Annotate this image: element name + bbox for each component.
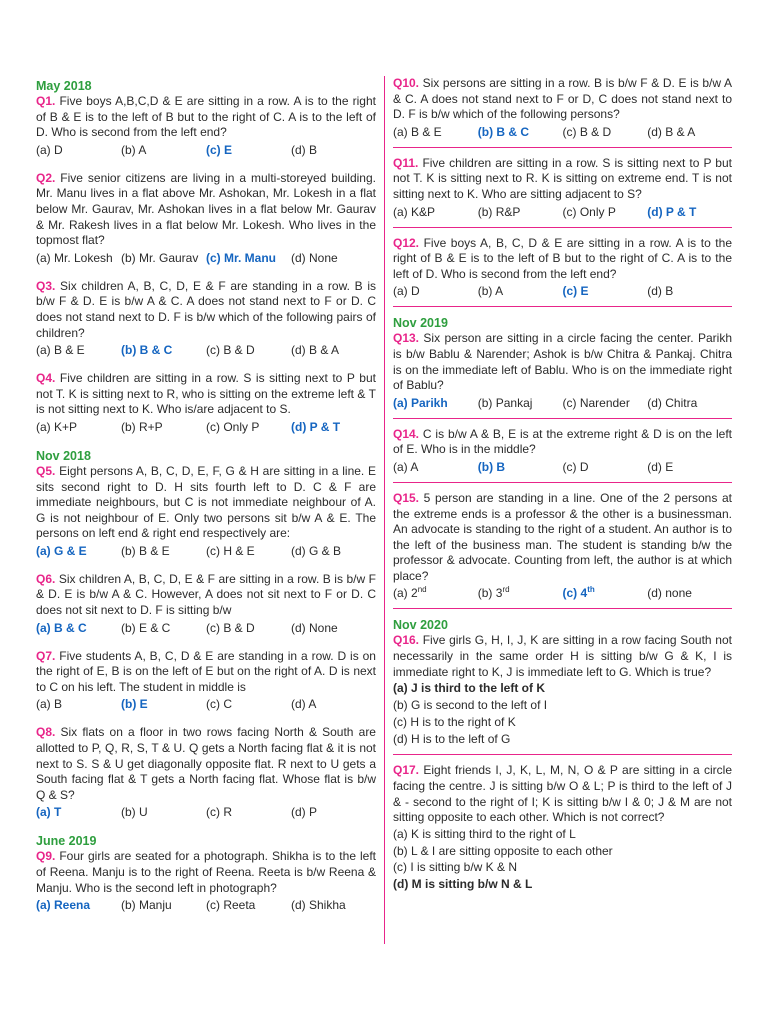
question-block — [36, 572, 376, 636]
option-label: (b) Pankaj — [477, 395, 533, 410]
option-label: (b) E — [121, 697, 148, 712]
option-label: (b) Manju — [121, 898, 172, 913]
option-label: (a) D — [36, 142, 63, 157]
question-block — [36, 649, 376, 713]
option-label: (b) G is second to the left of I — [393, 698, 548, 713]
option — [393, 585, 478, 601]
option-label: (d) G & B — [291, 543, 342, 558]
option — [291, 804, 376, 820]
options-list — [393, 459, 732, 475]
question-block — [36, 725, 376, 820]
option-label: (a) K&P — [393, 204, 436, 219]
question-body: Five children are sitting in a row. S is sitting next to P but not T. K is sitting next to R. K is sitting on extreme end. T is not sitting next to K. Who are sitting adjacent to S? — [393, 155, 732, 201]
option-label: (d) Shikha — [291, 898, 346, 913]
section-divider — [393, 147, 732, 148]
question-block — [36, 464, 376, 559]
option-label: (d) Chitra — [647, 395, 698, 410]
question-body: Four girls are seated for a photograph. Shikha is to the left of Reena. Manju is to the right of Reena. Reeta is b/w Reena & Manju. Who is the second left in photograph? — [36, 849, 376, 895]
option-label: (c) E — [206, 142, 233, 157]
question-body: Five senior citizens are living in a multi-storeyed building. Mr. Manu lives in a flat above Mr. Ashokan, Mr. Lokesh in a flat below Mr. Gaurav, Mr. Ashokan lives in a flat below Mr. Gaurav & Mr. Rakesh lives in a flat below Mr. Lokesh. Who lives in the topmost flat? — [36, 170, 376, 248]
question-block — [393, 76, 732, 140]
option-label: (b) A — [477, 284, 504, 299]
option — [291, 620, 376, 636]
option — [206, 342, 291, 358]
options-list — [393, 680, 732, 747]
option — [647, 124, 732, 140]
option-label: (a) B & C — [36, 620, 87, 635]
question-number: Q13. — [393, 331, 420, 346]
option-label: (a) D — [393, 284, 420, 299]
question-number: Q4. — [36, 371, 56, 386]
question-text — [393, 236, 732, 283]
options-list — [393, 395, 732, 411]
option-label: (a) B — [36, 697, 63, 712]
option — [393, 859, 732, 876]
options-list — [36, 419, 376, 435]
section-divider — [393, 754, 732, 755]
question-number: Q12. — [393, 235, 420, 250]
option-label: (b) B & E — [121, 543, 170, 558]
options-list — [393, 585, 732, 601]
option-label: (b) E & C — [121, 620, 171, 635]
section-divider — [393, 306, 732, 307]
options-list — [36, 696, 376, 712]
question-block — [393, 491, 732, 602]
option — [121, 142, 206, 158]
session-heading: May 2018 — [36, 79, 92, 93]
option-label: (c) Mr. Manu — [206, 250, 277, 265]
question-number: Q6. — [36, 571, 56, 586]
question-text — [393, 763, 732, 825]
correct-option — [563, 585, 648, 601]
option-superscript: nd — [417, 585, 427, 595]
correct-option — [393, 680, 732, 697]
option — [291, 342, 376, 358]
option-label: (b) R+P — [121, 419, 163, 434]
option-superscript: rd — [502, 585, 510, 595]
question-number: Q15. — [393, 490, 420, 505]
option-label: (d) M is sitting b/w N & L — [393, 877, 533, 892]
options-list — [36, 543, 376, 559]
left-column — [36, 76, 376, 926]
option-label: (c) D — [562, 459, 589, 474]
question-block — [36, 171, 376, 266]
question-block — [36, 371, 376, 435]
option — [206, 620, 291, 636]
options-list — [393, 283, 732, 299]
correct-option — [36, 897, 121, 913]
option-label: (b) U — [121, 805, 148, 820]
column-divider — [384, 76, 385, 944]
question-block — [36, 849, 376, 913]
correct-option — [563, 283, 648, 299]
option — [291, 696, 376, 712]
option-label: (a) A — [393, 459, 419, 474]
question-body: Six children A, B, C, D, E & F are standing in a row. B is b/w F & D. E is b/w A & C. A does not stand next to F or D. C does not stand next to D. F is b/w which of the following pairs of children? — [36, 278, 376, 340]
correct-option — [393, 876, 732, 893]
option-label: (a) B & E — [36, 343, 85, 358]
option — [36, 696, 121, 712]
option-label: (d) P & T — [647, 204, 697, 219]
options-list — [36, 620, 376, 636]
question-block — [393, 156, 732, 220]
option — [478, 283, 563, 299]
option — [206, 897, 291, 913]
option — [393, 459, 478, 475]
option-label: (c) 4 — [562, 586, 588, 601]
question-text — [393, 491, 732, 585]
option — [393, 124, 478, 140]
options-list — [393, 826, 732, 893]
session-heading: Nov 2019 — [393, 316, 448, 331]
question-text — [393, 331, 732, 393]
question-body: Five boys A,B,C,D & E are sitting in a row. A is to the right of B & E is to the left of B but to the right of C. A is to the left of D. Who is second from the left end? — [36, 94, 376, 140]
question-body: Eight persons A, B, C, D, E, F, G & H are sitting in a line. E sits second right to D. H sits fourth left to D. C & F are immediate neighbours, but C is not immediate neighbour of A. G is not neighbour of E. Only two persons sit b/w A & E. The persons on left end & right end respectively are: — [36, 463, 376, 541]
question-block — [36, 279, 376, 358]
correct-option — [206, 142, 291, 158]
option-label: (b) B & C — [477, 124, 530, 139]
question-number: Q5. — [36, 463, 56, 478]
options-list — [36, 250, 376, 266]
options-list — [36, 804, 376, 820]
correct-option — [36, 620, 121, 636]
option-label: (d) none — [647, 586, 692, 601]
option — [393, 714, 732, 731]
option-label: (a) Reena — [36, 898, 91, 913]
section-divider — [393, 608, 732, 609]
question-number: Q14. — [393, 426, 420, 441]
correct-option — [121, 696, 206, 712]
option — [36, 419, 121, 435]
option-superscript: th — [587, 585, 595, 595]
option-label: (c) R — [206, 805, 232, 820]
correct-option — [393, 395, 478, 411]
option-label: (d) A — [291, 697, 317, 712]
option-label: (c) Narender — [562, 395, 630, 410]
question-number: Q10. — [393, 76, 420, 90]
option-label: (d) H is to the left of G — [393, 731, 511, 746]
question-block — [393, 331, 732, 410]
question-number: Q7. — [36, 648, 56, 663]
option — [206, 696, 291, 712]
question-body: Five boys A, B, C, D & E are sitting in a row. A is to the right of B & E is to the left of B but to the right of C. A is to the left of D. Who is second from the left end? — [393, 235, 732, 281]
option — [647, 459, 732, 475]
option-label: (d) B — [647, 284, 674, 299]
question-body: C is b/w A & B, E is at the extreme right & D is on the left of E. Who is in the middle? — [393, 426, 732, 457]
options-list — [36, 897, 376, 913]
option — [647, 395, 732, 411]
question-text — [36, 572, 376, 619]
question-text — [36, 725, 376, 803]
question-body: Five children are sitting in a row. S is sitting next to P but not T. K is sitting next to R, who is sitting on the extreme left & T is not sitting next to K. Who is/are adjacent to S. — [36, 371, 376, 417]
option-label: (a) Parikh — [393, 395, 448, 410]
option-label: (c) B & D — [206, 620, 255, 635]
options-list — [36, 342, 376, 358]
option-label: (c) H & E — [206, 543, 255, 558]
option — [206, 543, 291, 559]
option — [291, 543, 376, 559]
option-label: (d) P — [291, 805, 318, 820]
option — [393, 731, 732, 748]
option — [393, 204, 478, 220]
question-number: Q1. — [36, 94, 56, 108]
question-body: Six children A, B, C, D, E & F are sitting in a row. B is b/w F & D. E is b/w A & C. However, A does not sit next to F or D. C does not sit next to D. F is sitting b/w — [36, 571, 376, 618]
option — [291, 142, 376, 158]
options-list — [393, 124, 732, 140]
option-label: (b) B & C — [121, 343, 173, 358]
question-text — [393, 76, 732, 123]
option-label: (c) Only P — [562, 204, 616, 219]
question-text — [393, 633, 732, 680]
correct-option — [291, 419, 376, 435]
correct-option — [36, 804, 121, 820]
option — [121, 897, 206, 913]
question-body: Five girls G, H, I, J, K are sitting in a row facing South not necessarily in the same order H is sitting b/w G & K, I is immediate right to K, J is immediate left to G. Which is true? — [393, 633, 732, 679]
option-label: (c) H is to the right of K — [393, 714, 516, 729]
option — [478, 395, 563, 411]
option-label: (b) 3 — [477, 586, 503, 601]
question-body: Six persons are sitting in a row. B is b/w F & D. E is b/w A & C. A does not stand next to F or D, C does not stand next to D. F is b/w which of the following persons? — [393, 76, 732, 122]
correct-option — [206, 250, 291, 266]
option-label: (a) G & E — [36, 543, 87, 558]
option-label: (a) K is sitting third to the right of L — [393, 826, 576, 841]
option — [478, 585, 563, 601]
option-label: (d) P & T — [291, 419, 341, 434]
question-number: Q11. — [393, 155, 419, 170]
session-heading: Nov 2020 — [393, 618, 448, 633]
option-label: (c) B & D — [562, 124, 612, 139]
section-divider — [393, 482, 732, 483]
option-label: (d) B — [291, 142, 318, 157]
option-label: (c) E — [562, 284, 589, 299]
option — [393, 826, 732, 843]
question-block — [393, 763, 732, 893]
options-list — [393, 204, 732, 220]
option-label: (a) 2 — [393, 586, 418, 601]
option — [563, 124, 648, 140]
option — [121, 250, 206, 266]
option-label: (d) B & A — [291, 343, 340, 358]
session-heading: June 2019 — [36, 834, 97, 849]
option-label: (d) None — [291, 250, 338, 265]
option-label: (b) Mr. Gaurav — [121, 250, 199, 265]
question-block — [393, 236, 732, 300]
question-body: Eight friends I, J, K, L, M, N, O & P are sitting in a circle facing the centre. J is sitting b/w O & L; P is third to the left of J & - second to the right of I; K is sitting b/w I & 0; J & M are not sitting opposite to each other. Which is not correct? — [393, 763, 732, 825]
question-number: Q2. — [36, 170, 56, 185]
option-label: (d) E — [647, 459, 674, 474]
question-number: Q9. — [36, 849, 56, 864]
option-label: (c) Only P — [206, 419, 260, 434]
option-label: (d) None — [291, 620, 338, 635]
question-number: Q16. — [393, 633, 420, 648]
question-block — [36, 94, 376, 158]
correct-option — [647, 204, 732, 220]
option — [121, 804, 206, 820]
question-body: Six flats on a floor in two rows facing North & South are allotted to P, Q, R, S, T & U. Q gets a North facing flat & it is not next to S. S & U get diagonally opposite flat. R next to U gets a South facing flat & T gets a North facing flat. Whose flat is b/w Q & S? — [36, 725, 376, 802]
options-list — [36, 142, 376, 158]
question-text — [393, 156, 732, 203]
question-text — [36, 171, 376, 249]
option — [36, 250, 121, 266]
question-text — [36, 94, 376, 141]
option — [291, 897, 376, 913]
right-column — [393, 76, 732, 906]
correct-option — [121, 342, 206, 358]
correct-option — [36, 543, 121, 559]
question-text — [36, 849, 376, 896]
question-text — [36, 371, 376, 418]
option-label: (a) J is third to the left of K — [393, 681, 545, 696]
section-divider — [393, 227, 732, 228]
option — [478, 204, 563, 220]
option — [121, 620, 206, 636]
option — [206, 804, 291, 820]
option — [393, 697, 732, 714]
option — [36, 342, 121, 358]
option-label: (a) Mr. Lokesh — [36, 250, 113, 265]
option — [121, 419, 206, 435]
option — [563, 459, 648, 475]
option — [393, 843, 732, 860]
correct-option — [478, 124, 563, 140]
option — [647, 283, 732, 299]
question-text — [36, 279, 376, 341]
question-number: Q8. — [36, 725, 56, 740]
option — [393, 283, 478, 299]
option — [121, 543, 206, 559]
question-text — [36, 649, 376, 696]
option — [206, 419, 291, 435]
option-label: (a) K+P — [36, 419, 78, 434]
option-label: (b) R&P — [477, 204, 521, 219]
option-label: (c) B & D — [206, 343, 255, 358]
question-text — [393, 427, 732, 458]
option-label: (c) C — [206, 697, 232, 712]
option-label: (c) Reeta — [206, 898, 256, 913]
question-body: Five students A, B, C, D & E are standing in a row. D is on the right of E, B is on the left of E but on the right of A. D is next to C on his left. The student in middle is — [36, 648, 376, 694]
option — [563, 204, 648, 220]
option-label: (b) A — [121, 142, 147, 157]
section-divider — [393, 418, 732, 419]
question-body: 5 person are standing in a line. One of the 2 persons at the extreme ends is a professor & the other is a businessman. An advocate is standing to the right of a student. An author is to the left of the business man. The student is standing b/w the professor & advocate. Counting from left, the author is at which place? — [393, 490, 732, 583]
question-text — [36, 464, 376, 542]
option — [563, 395, 648, 411]
option-label: (b) B — [477, 459, 506, 474]
option — [291, 250, 376, 266]
correct-option — [478, 459, 563, 475]
session-heading: Nov 2018 — [36, 448, 91, 463]
question-body: Six person are sitting in a circle facing the center. Parikh is b/w Bablu & Narender; Ashok is b/w Chitra & Pankaj. Chitra is on the immediate left of Bablu. Who is on the immediate right of Bablu? — [393, 331, 732, 393]
option — [36, 142, 121, 158]
question-number: Q3. — [36, 278, 56, 293]
option-label: (b) L & I are sitting opposite to each other — [393, 843, 613, 858]
option-label: (a) B & E — [393, 124, 442, 139]
option-label: (d) B & A — [647, 124, 696, 139]
option-label: (c) I is sitting b/w K & N — [393, 860, 518, 875]
option-label: (a) T — [36, 805, 62, 820]
question-number: Q17. — [393, 763, 420, 778]
question-block — [393, 427, 732, 475]
option — [647, 585, 732, 601]
question-block — [393, 633, 732, 747]
